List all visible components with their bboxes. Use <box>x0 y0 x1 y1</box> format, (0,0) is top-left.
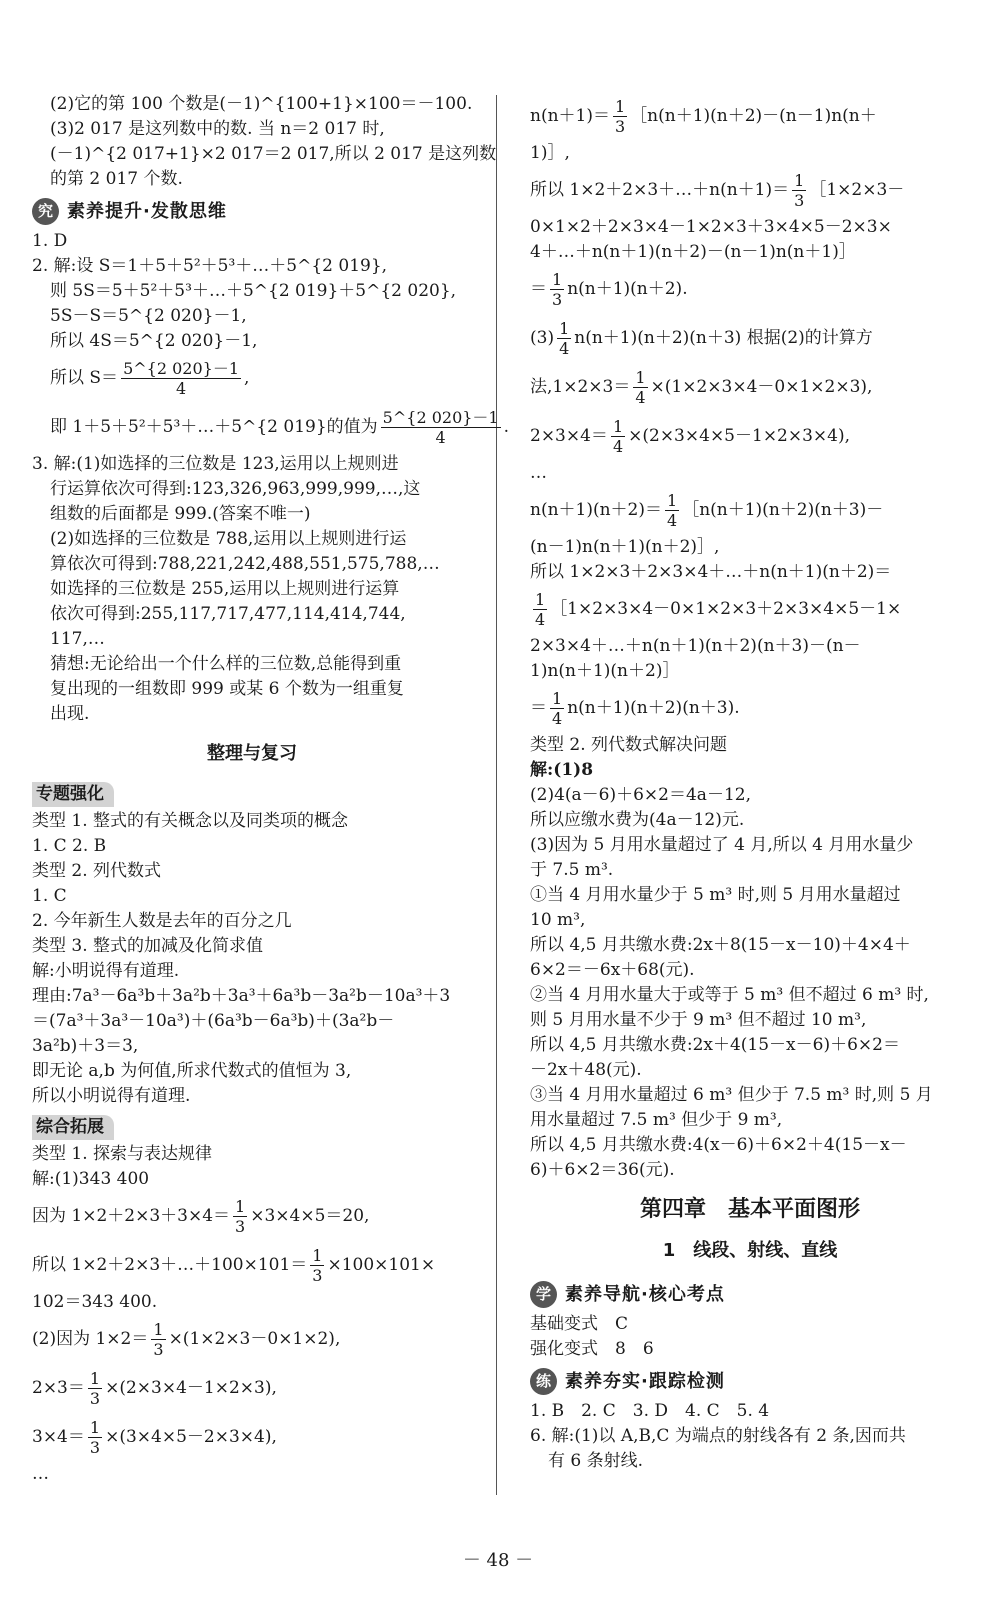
numerator: 1 <box>312 1246 323 1265</box>
text-line: (2)4(a－6)＋6×2＝4a－12, <box>530 785 751 805</box>
fraction <box>665 491 679 530</box>
text-line: 6×2＝－6x＋68(元). <box>530 960 695 980</box>
text-line: 强化变式 8 6 <box>530 1339 654 1359</box>
text-line: 复出现的一组数即 999 或某 6 个数为一组重复 <box>50 679 404 699</box>
text-line: 所以小明说得有道理. <box>32 1086 191 1106</box>
math-line <box>530 412 970 461</box>
page-number: － 48 － <box>462 1550 534 1571</box>
text-fragment: 法,1×2×3＝ <box>530 377 631 397</box>
text-line: 类型 3. 整式的加减及化简求值 <box>32 936 264 956</box>
chapter-title: 第四章 基本平面图形 <box>639 1197 860 1222</box>
math-line <box>32 1192 472 1241</box>
text-line: 则 5S＝5＋5²＋5³＋…＋5^{2 019}＋5^{2 020}, <box>50 281 457 301</box>
text-line: 10 m³, <box>530 910 586 930</box>
math-line <box>530 92 970 141</box>
text-fragment: n(n＋1)(n＋2)＝ <box>530 500 663 520</box>
text-line: … <box>530 463 547 483</box>
denominator: 4 <box>435 428 446 447</box>
text-fragment: ×(1×2×3×4－0×1×2×3), <box>650 377 873 397</box>
text-line: 4＋…＋n(n＋1)(n＋2)－(n－1)n(n＋1)］ <box>530 242 856 262</box>
text-fragment: ［1×2×3×4－0×1×2×3＋2×3×4×5－1× <box>550 599 902 619</box>
numerator: 1 <box>794 171 805 190</box>
math-line <box>32 403 510 452</box>
learn-icon: 学 <box>530 1281 557 1308</box>
text-line: 0×1×2＋2×3×4－1×2×3＋3×4×5－2×3× <box>530 217 892 237</box>
left-column <box>32 92 510 1487</box>
denominator: 3 <box>153 1340 164 1359</box>
text-fragment: 2×3×4＝ <box>530 426 608 446</box>
text-fragment: ×(1×2×3－0×1×2), <box>168 1329 341 1349</box>
text-fragment: ＝ <box>530 279 547 299</box>
section-badge-explore <box>32 198 472 225</box>
text-line: 所以 4,5 月共缴水费:4(x－6)＋6×2＋4(15－x－ <box>530 1135 907 1155</box>
text-line: (3)2 017 是这列数中的数. 当 n＝2 017 时, <box>50 119 385 139</box>
text-line: 类型 2. 列代数式解决问题 <box>530 735 728 755</box>
fraction <box>557 319 571 358</box>
text-line: 用水量超过 7.5 m³ 但少于 9 m³, <box>530 1110 783 1130</box>
denominator: 4 <box>667 511 678 530</box>
text-line: 1. C <box>32 886 67 906</box>
section-heading: 素养导航·核心考点 <box>565 1284 725 1305</box>
text-line: 所以 4S＝5^{2 020}－1, <box>50 331 258 351</box>
math-line <box>530 166 970 215</box>
text-fragment: ［n(n＋1)(n＋2)(n＋3)－ <box>682 500 884 520</box>
math-line <box>530 314 970 363</box>
numerator: 1 <box>89 1418 101 1437</box>
numerator: 1 <box>552 270 563 289</box>
text-line: 3. 解:(1)如选择的三位数是 123,运用以上规则进 <box>32 454 399 474</box>
tab-heading-special: 专题强化 <box>32 782 114 807</box>
text-fragment: (2)因为 1×2＝ <box>32 1329 149 1349</box>
numerator: 5^{2 020}－1 <box>123 359 239 378</box>
text-line: 1. B 2. C 3. D 4. C 5. 4 <box>530 1401 770 1421</box>
text-fragment: ［n(n＋1)(n＋2)－(n－1)n(n＋ <box>630 106 877 126</box>
text-fragment: ［1×2×3－ <box>809 180 905 200</box>
denominator: 3 <box>794 191 805 210</box>
right-column <box>530 92 970 1474</box>
math-line <box>32 1315 472 1364</box>
text-line: 如选择的三位数是 255,运用以上规则进行运算 <box>50 579 400 599</box>
numerator: 5^{2 020}－1 <box>382 408 499 427</box>
denominator: 4 <box>552 709 563 728</box>
fraction <box>121 359 241 398</box>
review-title: 整理与复习 <box>207 743 297 764</box>
text-line: (2)它的第 100 个数是(－1)^{100+1}×100＝－100. <box>50 94 473 114</box>
text-fragment: ×(2×3×4×5－1×2×3×4), <box>628 426 851 446</box>
text-fragment: 2×3＝ <box>32 1378 85 1398</box>
text-line: 102＝343 400. <box>32 1292 158 1312</box>
text-fragment: ×(3×4×5－2×3×4), <box>105 1427 277 1447</box>
text-line: ②当 4 月用水量大于或等于 5 m³ 但不超过 6 m³ 时, <box>530 985 929 1005</box>
text-line: (－1)^{2 017+1}×2 017＝2 017,所以 2 017 是这列数 <box>50 144 497 164</box>
fraction <box>550 270 564 309</box>
math-line <box>530 363 970 412</box>
text-line: ①当 4 月用水量少于 5 m³ 时,则 5 月用水量超过 <box>530 885 901 905</box>
text-line: 1)n(n＋1)(n＋2)］ <box>530 661 680 681</box>
text-fragment: ×(2×3×4－1×2×3), <box>105 1378 277 1398</box>
numerator: 1 <box>635 368 646 387</box>
text-line: 解:(1)8 <box>530 760 594 780</box>
text-line: 2. 解:设 S＝1＋5＋5²＋5³＋…＋5^{2 019}, <box>32 256 388 276</box>
text-fragment: 3×4＝ <box>32 1427 85 1447</box>
text-line: 类型 2. 列代数式 <box>32 861 162 881</box>
fraction <box>381 408 501 447</box>
numerator: 1 <box>614 97 626 116</box>
fraction <box>533 590 547 629</box>
text-line: 1. D <box>32 231 68 251</box>
text-fragment: n(n＋1)＝ <box>530 106 610 126</box>
text-line: 3a²b)＋3＝3, <box>32 1036 139 1056</box>
numerator: 1 <box>612 417 624 436</box>
text-line: 类型 1. 整式的有关概念以及同类项的概念 <box>32 811 349 831</box>
denominator: 4 <box>535 610 546 629</box>
text-line: 理由:7a³－6a³b＋3a²b＋3a³＋6a³b－3a²b－10a³＋3 <box>32 986 451 1006</box>
section-badge-practice <box>530 1368 970 1395</box>
text-line: －2x＋48(元). <box>530 1060 642 1080</box>
numerator: 1 <box>89 1369 101 1388</box>
text-line: 2. 今年新生人数是去年的百分之几 <box>32 911 292 931</box>
practice-icon: 练 <box>530 1368 557 1395</box>
math-line <box>530 265 970 314</box>
numerator: 1 <box>667 491 678 510</box>
text-line: 解:小明说得有道理. <box>32 961 180 981</box>
text-line: 依次可得到:255,117,717,477,114,414,744, <box>50 604 406 624</box>
fraction <box>310 1246 324 1285</box>
text-line: 所以 4,5 月共缴水费:2x＋8(15－x－10)＋4×4＋ <box>530 935 911 955</box>
text-fragment: 即 1＋5＋5²＋5³＋…＋5^{2 019}的值为 <box>50 417 378 437</box>
text-line: 6)＋6×2＝36(元). <box>530 1160 675 1180</box>
section-title: 1 线段、射线、直线 <box>662 1240 838 1261</box>
section-badge-learn <box>530 1281 970 1308</box>
math-line <box>32 354 472 403</box>
text-line: 5S－S＝5^{2 020}－1, <box>50 306 247 326</box>
text-line: 猜想:无论给出一个什么样的三位数,总能得到重 <box>50 654 402 674</box>
text-line: ③当 4 月用水量超过 6 m³ 但少于 7.5 m³ 时,则 5 月 <box>530 1085 933 1105</box>
denominator: 4 <box>612 437 624 456</box>
text-line: (n－1)n(n＋1)(n＋2)］, <box>530 537 720 557</box>
numerator: 1 <box>559 319 570 338</box>
numerator: 1 <box>535 590 546 609</box>
text-line: (3)因为 5 月用水量超过了 4 月,所以 4 月用水量少 <box>530 835 914 855</box>
denominator: 4 <box>635 388 646 407</box>
text-fragment: ×3×4×5＝20, <box>250 1206 370 1226</box>
denominator: 4 <box>175 379 187 398</box>
fraction <box>611 417 625 456</box>
text-fragment: n(n＋1)(n＋2). <box>567 279 688 299</box>
text-line: 所以 4,5 月共缴水费:2x＋4(15－x－6)＋6×2＝ <box>530 1035 900 1055</box>
text-line: 117,… <box>50 629 105 649</box>
text-fragment: 所以 1×2＋2×3＋…＋n(n＋1)＝ <box>530 180 790 200</box>
text-line: 算依次可得到:788,221,242,488,551,575,788,… <box>50 554 440 574</box>
denominator: 3 <box>235 1217 246 1236</box>
text-fragment: , <box>244 368 250 388</box>
text-line: 于 7.5 m³. <box>530 860 614 880</box>
denominator: 3 <box>89 1438 101 1457</box>
math-line <box>530 684 970 733</box>
text-line: ＝(7a³＋3a³－10a³)＋(6a³b－6a³b)＋(3a²b－ <box>32 1011 395 1031</box>
math-line <box>32 1364 472 1413</box>
denominator: 3 <box>89 1389 101 1408</box>
text-line: 有 6 条射线. <box>548 1451 644 1471</box>
denominator: 3 <box>552 290 563 309</box>
text-fragment: n(n＋1)(n＋2)(n＋3) 根据(2)的计算方 <box>574 328 873 348</box>
section-heading: 素养夯实·跟踪检测 <box>565 1371 725 1392</box>
fraction <box>633 368 647 407</box>
text-line: 基础变式 C <box>530 1314 629 1334</box>
numerator: 1 <box>552 689 563 708</box>
text-fragment: ×100×101× <box>327 1255 436 1275</box>
numerator: 1 <box>235 1197 246 1216</box>
math-line <box>530 585 970 634</box>
text-line: 所以应缴水费为(4a－12)元. <box>530 810 745 830</box>
section-heading: 素养提升·发散思维 <box>67 201 227 222</box>
text-line: 类型 1. 探索与表达规律 <box>32 1144 213 1164</box>
fraction <box>792 171 806 210</box>
text-line: 即无论 a,b 为何值,所求代数式的值恒为 3, <box>32 1061 352 1081</box>
text-line: 1)］, <box>530 143 570 163</box>
denominator: 3 <box>614 117 626 136</box>
explore-icon: 究 <box>32 198 59 225</box>
fraction <box>550 689 564 728</box>
tab-heading-comprehensive: 综合拓展 <box>32 1115 114 1140</box>
text-line: … <box>32 1464 49 1484</box>
text-fragment: (3) <box>530 328 555 348</box>
text-fragment: 所以 S＝ <box>50 368 119 388</box>
text-line: 6. 解:(1)以 A,B,C 为端点的射线各有 2 条,因而共 <box>530 1426 906 1446</box>
denominator: 3 <box>312 1266 323 1285</box>
text-line: 解:(1)343 400 <box>32 1169 150 1189</box>
text-line: 1. C 2. B <box>32 836 107 856</box>
denominator: 4 <box>559 339 570 358</box>
text-line: 2×3×4＋…＋n(n＋1)(n＋2)(n＋3)－(n－ <box>530 636 861 656</box>
fraction <box>88 1369 102 1408</box>
text-fragment: . <box>503 417 510 437</box>
fraction <box>233 1197 247 1236</box>
math-line <box>32 1413 472 1462</box>
math-line <box>32 1241 472 1290</box>
fraction <box>88 1418 102 1457</box>
math-line <box>530 486 970 535</box>
text-line: 行运算依次可得到:123,326,963,999,999,…,这 <box>50 479 421 499</box>
fraction <box>151 1320 165 1359</box>
text-line: 出现. <box>50 704 90 724</box>
text-fragment: 因为 1×2＋2×3＋3×4＝ <box>32 1206 231 1226</box>
text-fragment: 所以 1×2＋2×3＋…＋100×101＝ <box>32 1255 308 1275</box>
text-line: 所以 1×2×3＋2×3×4＋…＋n(n＋1)(n＋2)＝ <box>530 562 892 582</box>
text-fragment: ＝ <box>530 698 547 718</box>
text-line: 的第 2 017 个数. <box>50 169 183 189</box>
text-line: 则 5 月用水量不少于 9 m³ 但不超过 10 m³, <box>530 1010 867 1030</box>
text-fragment: n(n＋1)(n＋2)(n＋3). <box>567 698 740 718</box>
text-line: 组数的后面都是 999.(答案不唯一) <box>50 504 311 524</box>
fraction <box>613 97 627 136</box>
numerator: 1 <box>153 1320 164 1339</box>
column-divider <box>496 95 497 1495</box>
text-line: (2)如选择的三位数是 788,运用以上规则进行运 <box>50 529 407 549</box>
